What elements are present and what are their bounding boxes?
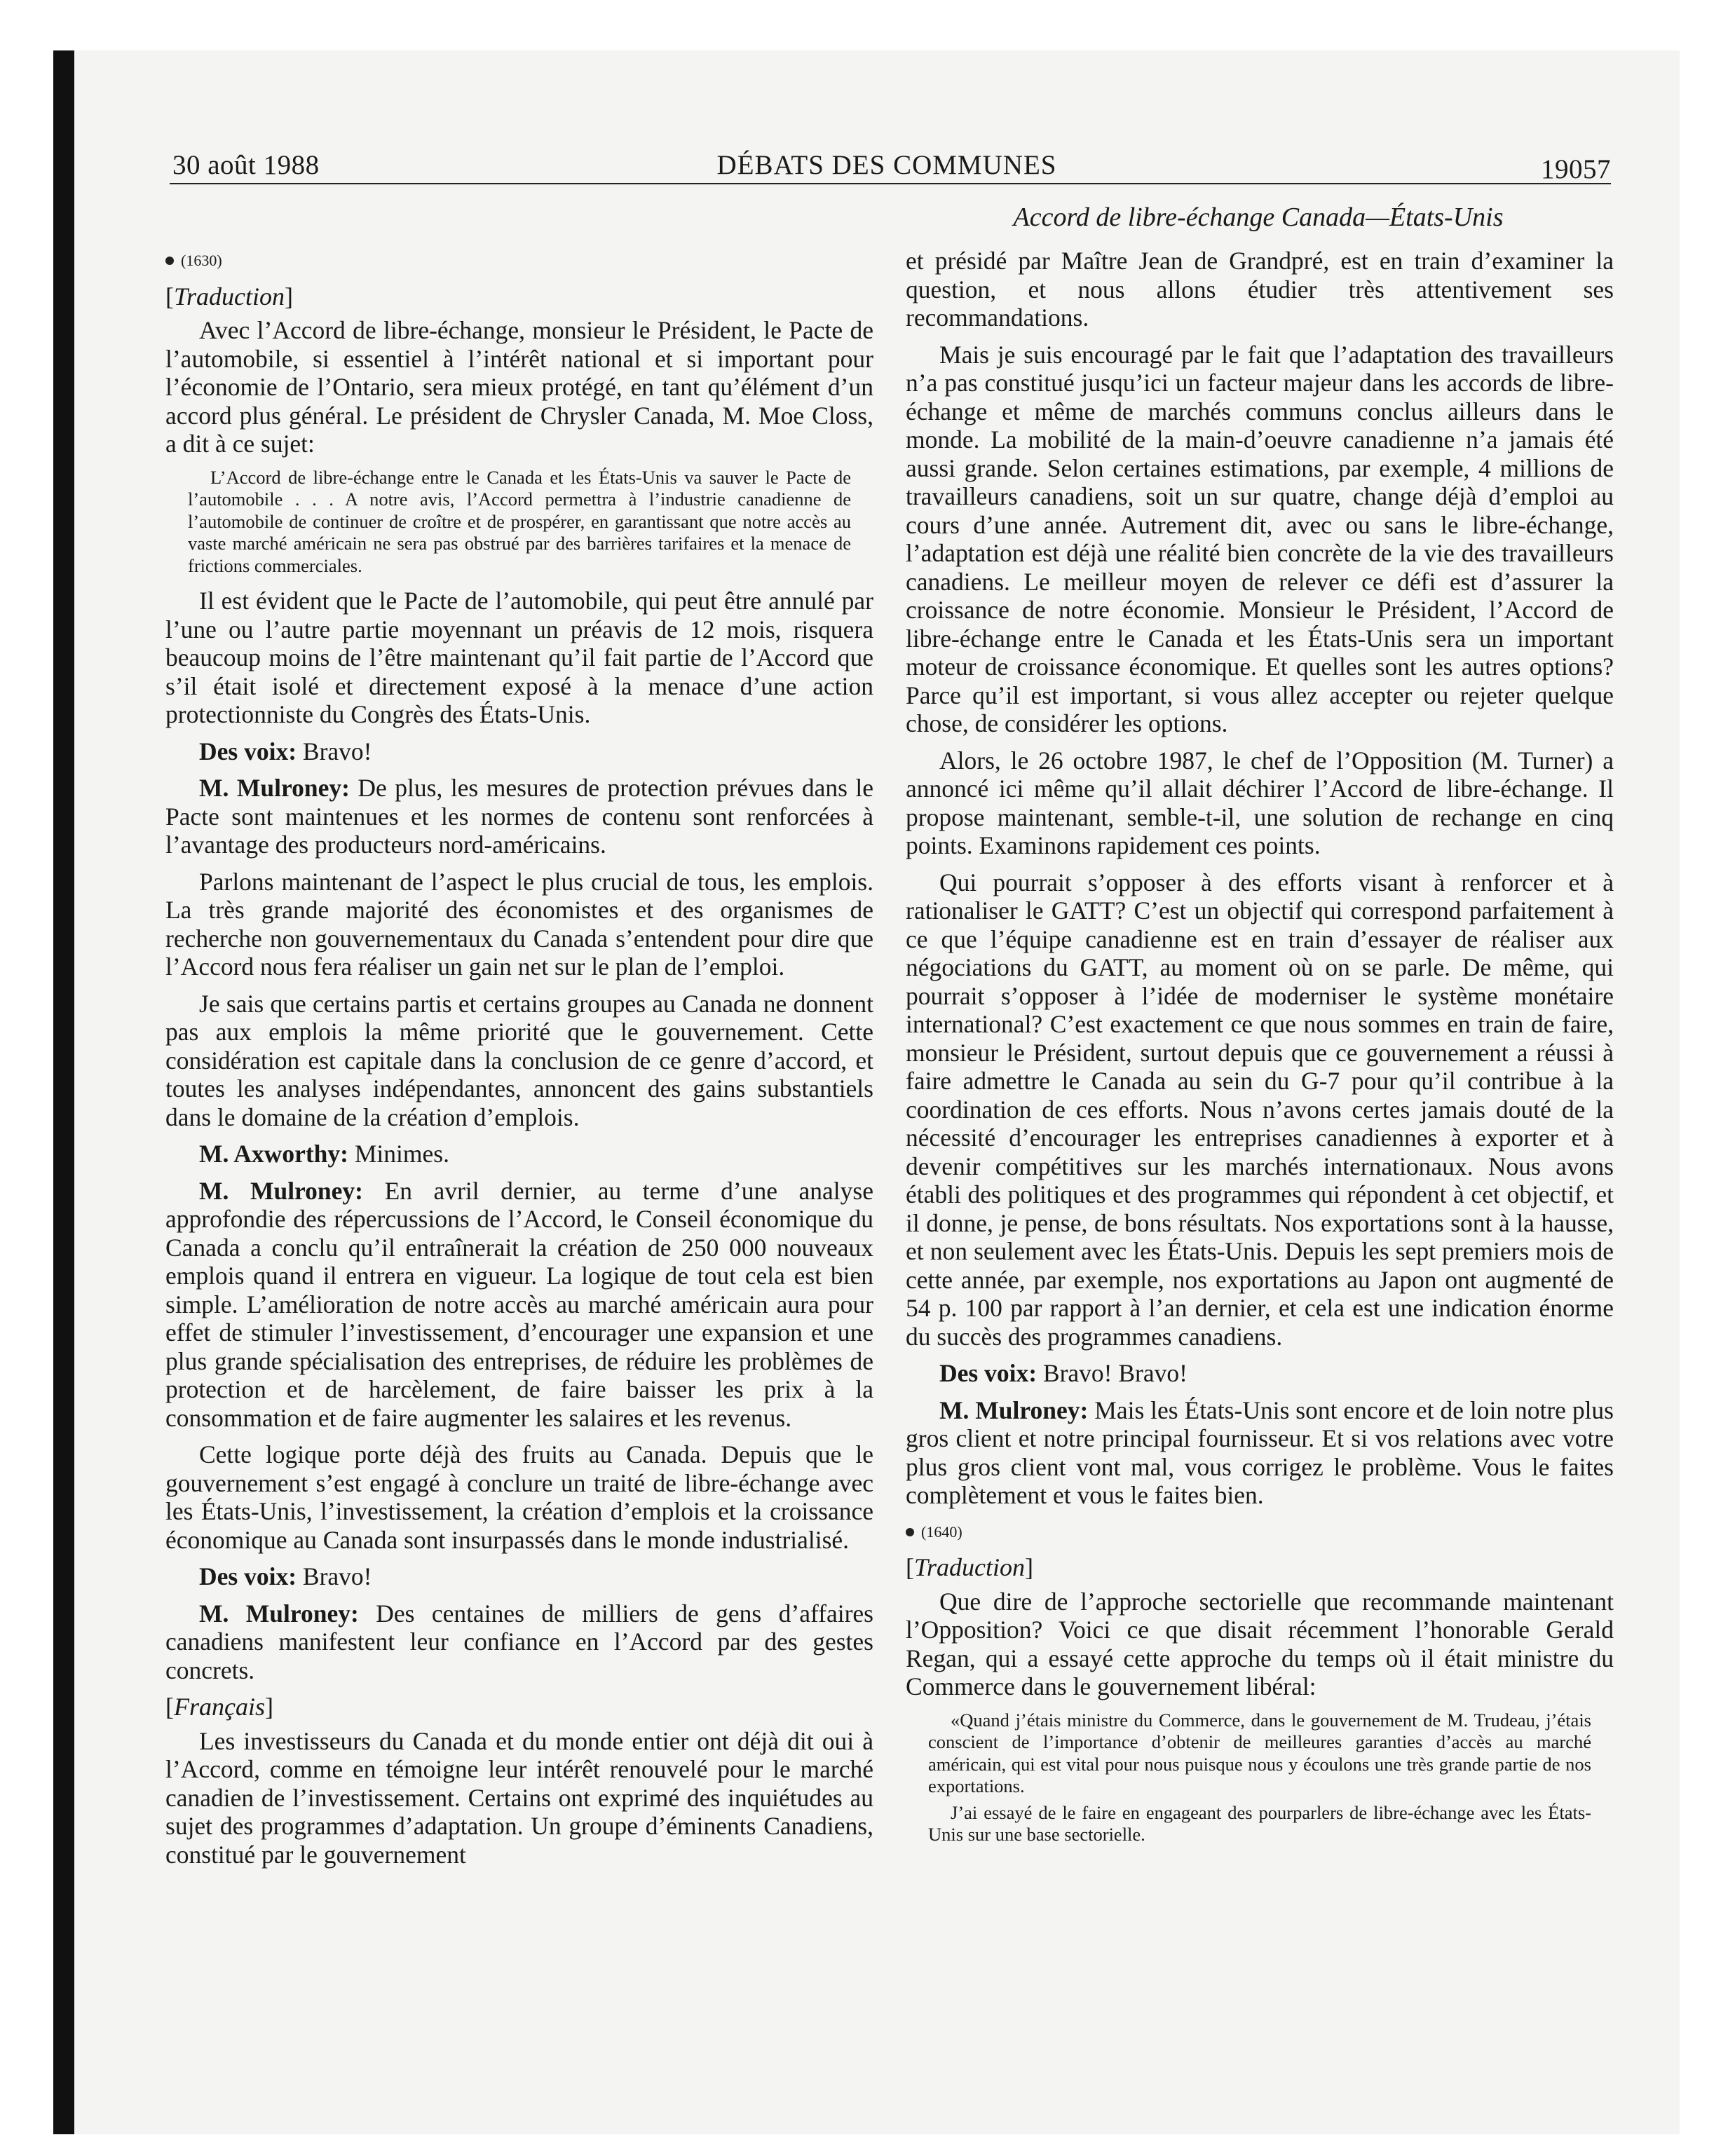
speaker-turn (165, 774, 873, 859)
block-quote: «Quand j’étais ministre du Commerce, dans le gouvernement de M. Trudeau, j’étais conscient de l’importance d’obtenir de meilleures garanties d’accès au marché américain, qui est vital pour nous puisque nous y écoulons une très grande partie de nos exportations. (928, 1709, 1591, 1796)
left-column (165, 247, 873, 1877)
speaker-name: Des voix: (199, 737, 297, 765)
speaker-turn (165, 1177, 873, 1433)
speaker-text: Bravo! (297, 737, 372, 765)
language-tag: [Traduction] (906, 1553, 1034, 1581)
speaker-turn (165, 1562, 873, 1591)
paragraph: et présidé par Maître Jean de Grandpré, est en train d’examiner la question, et nous allons étudier très attentivement ses recommandations. (906, 247, 1614, 332)
speaker-name: M. Mulroney: (939, 1396, 1089, 1424)
time-marker (906, 1518, 1614, 1547)
paragraph: Je sais que certains partis et certains groupes au Canada ne donnent pas aux emplois la même priorité que le gouvernement. Cette considération est capitale dans la conclusion de ce genre d’accord, et toutes les analyses indépendantes, annoncent des gains substantiels dans le domaine de la création d’emplois. (165, 989, 873, 1131)
right-column (906, 247, 1614, 1856)
language-tag-label: Traduction (174, 282, 285, 311)
bullet-icon (165, 257, 174, 265)
speaker-name: Des voix: (199, 1562, 297, 1590)
language-tag-label: Traduction (914, 1553, 1026, 1581)
scan-binding-edge (53, 50, 74, 2134)
speaker-turn (906, 1396, 1614, 1510)
language-tag: [Français] (165, 1693, 273, 1721)
paragraph: Les investisseurs du Canada et du monde entier ont déjà dit oui à l’Accord, comme en témoigne leur intérêt renouvelé pour le marché canadien de l’investissement. Certains ont exprimé des inquiétudes au sujet des programmes d’adaptation. Un groupe d’éminents Canadiens, constitué par le gouvernement (165, 1726, 873, 1869)
paragraph: Cette logique porte déjà des fruits au Canada. Depuis que le gouvernement s’est engagé à conclure un traité de libre-échange avec les États-Unis, l’investissement, la création d’emplois et la croissance économique au Canada sont insurpassés dans le monde industrialisé. (165, 1440, 873, 1554)
time-marker-label: (1640) (921, 1522, 962, 1541)
speaker-text: Minimes. (348, 1140, 449, 1168)
language-tag: [Traduction] (165, 282, 294, 311)
speaker-text: Mais les États-Unis sont encore et de loin notre plus gros client et notre principal fournisseur. Et si vos relations avec votre plus gros client vont mal, vous corrigez le problème. Vous le faites complètement et vous le faites bien. (906, 1396, 1614, 1509)
speaker-turn (165, 737, 873, 766)
speaker-name: M. Mulroney: (199, 1599, 359, 1628)
time-marker-label: (1630) (181, 252, 222, 269)
paragraph: Alors, le 26 octobre 1987, le chef de l’Opposition (M. Turner) a annoncé ici même qu’il allait déchirer l’Accord de libre-échange. Il propose maintenant, semble-t-il, une solution de rechange en cinq points. Examinons rapidement ces points. (906, 746, 1614, 859)
speaker-text: Des centaines de milliers de gens d’affaires canadiens manifestent leur confiance en l’Accord par des gestes concrets. (165, 1599, 873, 1684)
header-publication-title: DÉBATS DES COMMUNES (716, 150, 1057, 180)
speaker-turn (906, 1359, 1614, 1388)
speaker-name: M. Mulroney: (199, 1176, 363, 1205)
paragraph: Parlons maintenant de l’aspect le plus crucial de tous, les emplois. La très grande majorité des économistes et des organismes de recherche non gouvernementaux du Canada s’entendent pour dire que l’Accord nous fera réaliser un gain net sur le plan de l’emploi. (165, 867, 873, 981)
paragraph: Qui pourrait s’opposer à des efforts visant à renforcer et à rationaliser le GATT? C’est un objectif qui correspond parfaitement à ce que l’équipe canadienne est en train d’essayer de réaliser aux négociations du GATT, au moment où on se parle. De même, qui pourrait s’opposer à l’idée de moderniser le système monétaire international? C’est exactement ce que nous sommes en train de faire, monsieur le Président, surtout depuis que ce gouvernement a réussi à faire admettre le Canada au sein du G-7 pour qu’il contribue à la coordination de ces efforts. Nous n’avons certes jamais douté de la nécessité d’encourager les entreprises canadiennes à exporter et à devenir compétitives sur les marchés internationaux. Nous avons établi des politiques et des programmes qui répondent à cet objectif, et il donne, je pense, de bons résultats. Nos exportations sont à la hausse, et non seulement avec les États-Unis. Depuis les sept premiers mois de cette année, par exemple, nos exportations au Japon ont augmenté de 54 p. 100 par rapport à l’an dernier, et cela est une indication énorme du succès des programmes canadiens. (906, 868, 1614, 1351)
speaker-turn (165, 1140, 873, 1168)
paragraph: Que dire de l’approche sectorielle que recommande maintenant l’Opposition? Voici ce que disait récemment l’honorable Gerald Regan, qui a essayé cette approche du temps où il était ministre du Commerce dans le gouvernement libéral: (906, 1587, 1614, 1700)
paragraph: Il est évident que le Pacte de l’automobile, qui peut être annulé par l’une ou l’autre partie moyennant un préavis de 12 mois, risquera beaucoup moins de l’être maintenant qu’il fait partie de l’Accord que s’il était isolé et directement exposé à la menace d’une action protectionniste du Congrès des États-Unis. (165, 587, 873, 728)
speaker-text: En avril dernier, au terme d’une analyse approfondie des répercussions de l’Accord, le Conseil économique du Canada a conclu qu’il entraînerait la création de 250 000 nouveaux emplois quand il entrera en vigueur. La logique de tout cela est bien simple. L’amélioration de notre accès au marché américain aura pour effet de stimuler l’investissement, d’encourager une expansion et une plus grande spécialisation des entreprises, de réduire les problèmes de protection et de harcèlement, de faire baisser les prix à la consommation et de faire augmenter les salaires et les revenus. (165, 1176, 873, 1432)
block-quote: J’ai essayé de le faire en engageant des pourparlers de libre-échange avec les États-Unis sur une base sectorielle. (928, 1801, 1591, 1845)
speaker-name: M. Mulroney: (199, 774, 350, 802)
header-date: 30 août 1988 (172, 150, 320, 180)
speaker-text: Bravo! Bravo! (1037, 1359, 1188, 1387)
bullet-icon (906, 1528, 914, 1536)
language-tag-label: Français (174, 1693, 265, 1721)
subject-line: Accord de libre-échange Canada—États-Unis (1013, 203, 1504, 232)
page-header (163, 149, 1611, 186)
header-rule (170, 183, 1611, 184)
speaker-text: De plus, les mesures de protection prévues dans le Pacte sont maintenues et les normes de contenu sont renforcées à l’avantage des producteurs nord-américains. (165, 774, 873, 859)
time-marker (165, 247, 873, 275)
document-page (163, 0, 1614, 2156)
speaker-turn (165, 1599, 873, 1685)
header-page-number: 19057 (1541, 154, 1611, 184)
block-quote: L’Accord de libre-échange entre le Canada et les États-Unis va sauver le Pacte de l’automobile . . . A notre avis, l’Accord permettra à l’industrie canadienne de l’automobile de continuer de croître et de prospérer, en garantissant que notre accès au vaste marché américain ne sera pas obstrué par des barrières tarifaires et la menace de frictions commerciales. (188, 466, 851, 576)
paragraph: Mais je suis encouragé par le fait que l’adaptation des travailleurs n’a pas constitué jusqu’ici un facteur majeur dans les accords de libre-échange et même de marchés communs conclus ailleurs dans le monde. La mobilité de la main-d’oeuvre canadienne n’a jamais été aussi grande. Selon certaines estimations, par exemple, 4 millions de travailleurs canadiens, soit un sur quatre, change déjà d’emploi au cours d’une année. Autrement dit, avec ou sans le libre-échange, l’adaptation est déjà une réalité bien concrète de la vie des travailleurs canadiens. Le meilleur moyen de relever ce défi est d’assurer la croissance de notre économie. Monsieur le Président, l’Accord de libre-échange entre le Canada et les États-Unis sera un important moteur de croissance économique. Et quelles sont les autres options? Parce qu’il est important, si vous allez accepter ou rejeter quelque chose, de considérer les options. (906, 340, 1614, 737)
speaker-text: Bravo! (297, 1562, 372, 1590)
speaker-name: Des voix: (939, 1359, 1037, 1387)
paragraph: Avec l’Accord de libre-échange, monsieur le Président, le Pacte de l’automobile, si essentiel à l’intérêt national et si important pour l’économie de l’Ontario, sera mieux protégé, en tant qu’élément d’un accord plus général. Le président de Chrysler Canada, M. Moe Closs, a dit à ce sujet: (165, 316, 873, 458)
speaker-name: M. Axworthy: (199, 1140, 348, 1168)
